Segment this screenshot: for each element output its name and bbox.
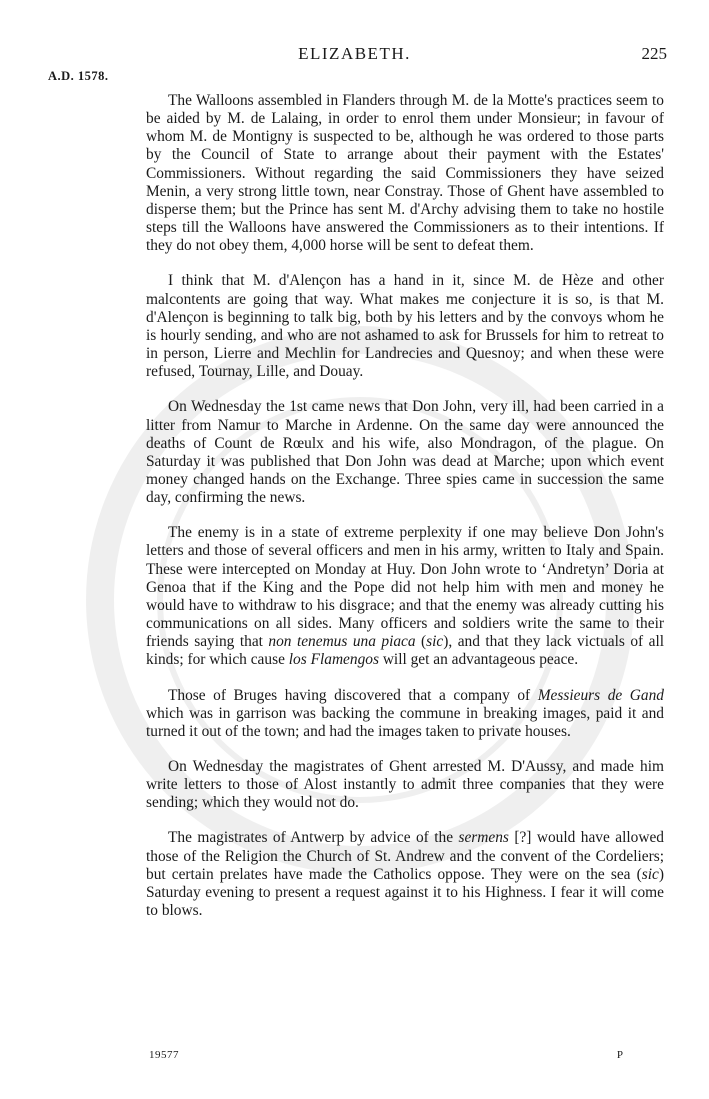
text-run: The enemy is in a state of extreme perplexity if one may believe Don John's letters and those of several officers and men in his army, written to Italy and Spain. These were intercepted on Monday at Huy. Don John wrote to ‘Andretyn’ Doria at Genoa that if the King and the Pope did not help him with men and money he would have to withdraw to his disgrace; and that the enemy was already cutting his communications on all sides. Many officers and soldiers write the same to their friends saying that bbox=[146, 524, 664, 651]
paragraph bbox=[146, 524, 664, 669]
paragraph bbox=[146, 687, 664, 741]
paragraph bbox=[146, 92, 664, 255]
italic-phrase: sic bbox=[426, 633, 444, 651]
text-run: ( bbox=[415, 633, 427, 651]
running-title: ELIZABETH. bbox=[298, 44, 411, 63]
paragraph bbox=[146, 398, 664, 507]
body-text bbox=[146, 92, 664, 937]
italic-phrase: non tenemus una piaca bbox=[268, 633, 416, 651]
text-run: The magistrates of Antwerp by advice of the bbox=[168, 829, 459, 847]
italic-phrase: sermens bbox=[458, 829, 509, 847]
signature-letter: P bbox=[616, 1049, 623, 1061]
paragraph bbox=[146, 758, 664, 812]
text-run: will get an advantageous peace. bbox=[378, 651, 579, 669]
signature-number: 19577 bbox=[149, 1049, 179, 1061]
text-run: The Walloons assembled in Flanders through M. de la Motte's practices seem to be aided by M. de Lalaing, in order to enrol them under Monsieur; in favour of whom M. de Montigny is suspected to be, although he was ordered to those parts by the Council of State to arrange about their payment with the Estates' Commissioners. Without regarding the said Commissioners they have seized Menin, a very strong little town, near Constray. Those of Ghent have assembled to disperse them; but the Prince has sent M. d'Archy advising them to take no hostile steps till the Walloons have answered the Commissioners as to their intentions. If they do not obey them, 4,000 horse will be sent to defeat them. bbox=[146, 92, 664, 255]
text-run: ) Saturday evening to present a request against it to his Highness. I fear it will come to blows. bbox=[146, 865, 664, 920]
italic-phrase: sic bbox=[641, 865, 659, 883]
text-run: On Wednesday the 1st came news that Don John, very ill, had been carried in a litter from Namur to Marche in Ardenne. On the same day were announced the deaths of Count de Rœulx and his wife, also Mondragon, of the plague. On Saturday it was published that Don John was dead at Marche; upon which event money changed hands on the Exchange. Three spies came in succession the same day, confirming the news. bbox=[146, 398, 664, 507]
year-marker bbox=[48, 69, 109, 84]
text-run: [?] would have allowed those of the Religion the Church of St. Andrew and the convent of the Cordeliers; but certain prelates have made the Catholics oppose. They were on the sea ( bbox=[146, 829, 664, 883]
text-run: which was in garrison was backing the commune in breaking images, paid it and turned it out of the town; and had the images taken to private houses. bbox=[146, 704, 664, 740]
italic-phrase: los Flamengos bbox=[288, 651, 379, 669]
year-text: A.D. 1578. bbox=[48, 69, 109, 83]
text-run: ), and that they lack victuals of all kinds; for which cause bbox=[146, 633, 664, 669]
paragraph bbox=[146, 829, 664, 920]
italic-phrase: Messieurs de Gand bbox=[537, 686, 664, 704]
text-run: On Wednesday the magistrates of Ghent arrested M. D'Aussy, and made him write letters to those of Alost instantly to admit three companies that they were sending; which they would not do. bbox=[146, 758, 664, 812]
page-number: 225 bbox=[641, 44, 667, 63]
text-run: I think that M. d'Alençon has a hand in it, since M. de Hèze and other malcontents are going that way. What makes me conjecture it is so, is that M. d'Alençon is beginning to talk big, both by his letters and by the convoys whom he is hourly sending, and who are not ashamed to ask for Brussels for him to retreat to in person, Lierre and Mechlin for Landrecies and Quesnoy; and when these were refused, Tournay, Lille, and Douay. bbox=[146, 272, 664, 381]
text-run: Those of Bruges having discovered that a company of bbox=[168, 686, 538, 704]
paragraph bbox=[146, 272, 664, 381]
